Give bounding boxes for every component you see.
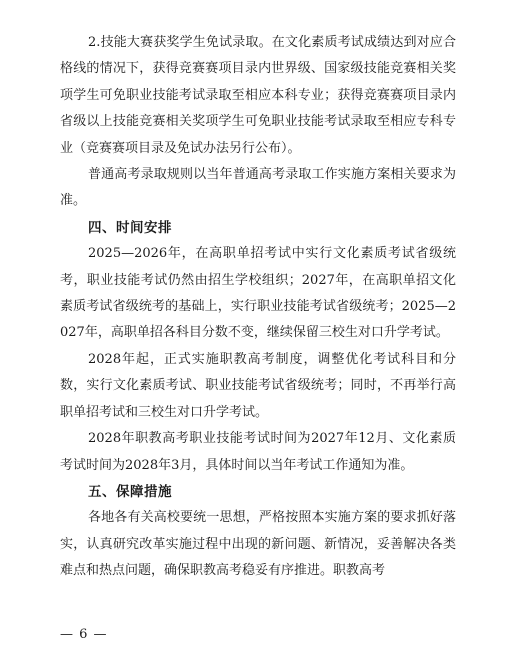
page-number: — 6 — <box>60 627 108 642</box>
paragraph-schedule-2028: 2028年起，正式实施职教高考制度，调整优化考试科目和分数，实行文化素质考试、职业技能考试省级统考；同时，不再举行高职单招考试和三校生对口升学考试。 <box>60 351 456 420</box>
section-heading-schedule: 四、时间安排 <box>88 219 172 236</box>
section-heading-safeguards: 五、保障措施 <box>88 483 172 500</box>
paragraph-safeguards: 各地各有关高校要统一思想，严格按照本实施方案的要求抓好落实，认真研究改革实施过程中出现的新问题、新情况，妥善解决各类难点和热点问题，确保职教高考稳妥有序推进。职教高考 <box>60 510 456 579</box>
paragraph-general-admission-rules: 普通高考录取规则以当年普通高考录取工作实施方案相关要求为准。 <box>60 167 456 209</box>
document-body <box>60 30 456 585</box>
paragraph-schedule-2025-2027: 2025—2026年，在高职单招考试中实行文化素质考试省级统考，职业技能考试仍然由招生学校组织；2027年，在高职单招文化素质考试省级统考的基础上，实行职业技能考试省级统考；2025—2027年，高职单招各科目分数不变，继续保留三校生对口升学考试。 <box>60 246 456 341</box>
paragraph-exam-time: 2028年职教高考职业技能考试时间为2027年12月、文化素质考试时间为2028年3月，具体时间以当年考试工作通知为准。 <box>60 431 456 473</box>
paragraph-skill-competition-exemption: 2.技能大赛获奖学生免试录取。在文化素质考试成绩达到对应合格线的情况下，获得竞赛赛项目录内世界级、国家级技能竞赛相关奖项学生可免职业技能考试录取至相应本科专业；获得竞赛赛项目录内省级以上技能竞赛相关奖项学生可免职业技能考试录取至相应专科专业（竞赛赛项目录及免试办法另行公布）。 <box>60 35 456 156</box>
